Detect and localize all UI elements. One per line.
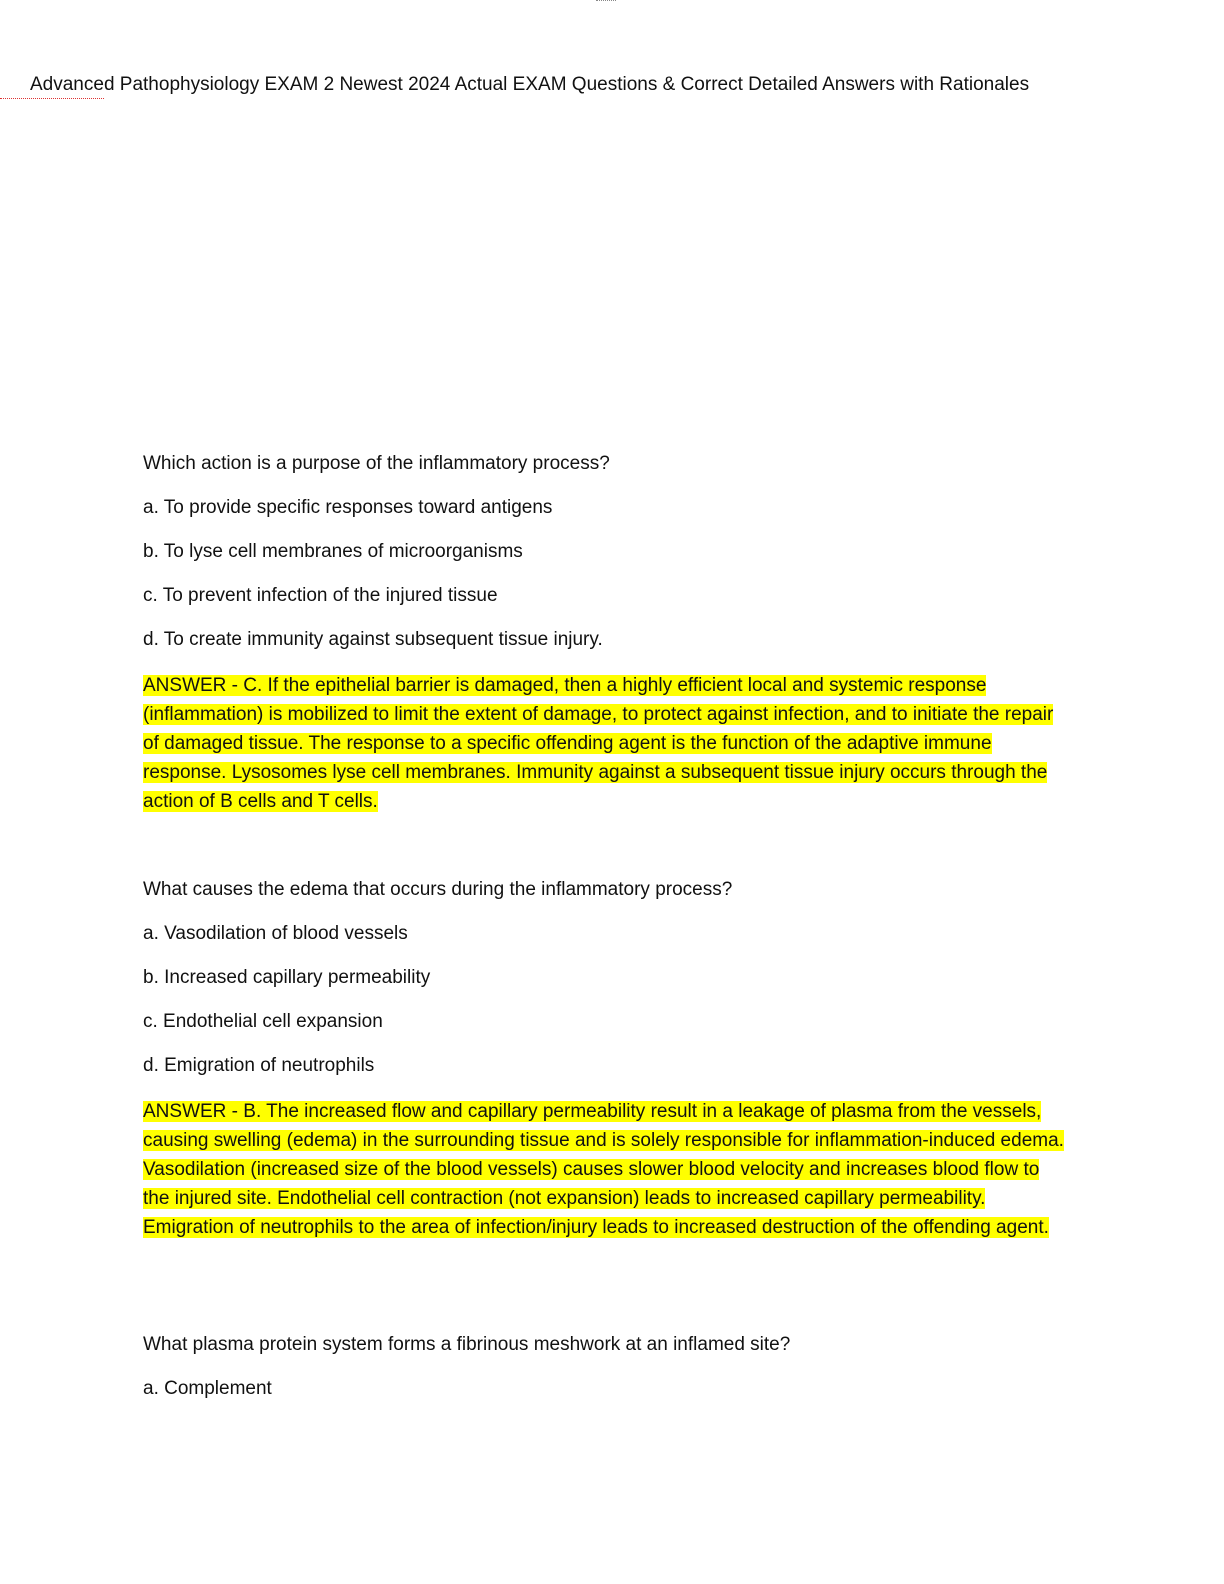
spellcheck-underline <box>0 98 104 99</box>
answer-rationale <box>143 1097 1068 1242</box>
answer-option-c: c. Endothelial cell expansion <box>143 1011 383 1032</box>
question-stem: Which action is a purpose of the inflammatory process? <box>143 453 610 474</box>
answer-option-d: d. Emigration of neutrophils <box>143 1055 375 1076</box>
answer-rationale <box>143 671 1068 816</box>
page-top-mark <box>596 0 616 3</box>
answer-option-a: a. Complement <box>143 1378 272 1399</box>
question-block-2 <box>143 877 1068 1242</box>
answer-option-b: b. To lyse cell membranes of microorganisms <box>143 541 523 562</box>
answer-highlight: ANSWER - B. The increased flow and capillary permeability result in a leakage of plasma from the vessels, causing swelling (edema) in the surrounding tissue and is solely responsible for inflammation-induced edema. Vasodilation (increased size of the blood vessels) causes slower blood velocity and increases blood flow to the injured site. Endothelial cell contraction (not expansion) leads to increased capillary permeability. Emigration of neutrophils to the area of infection/injury leads to increased destruction of the offending agent. <box>143 1101 1064 1238</box>
question-stem: What causes the edema that occurs during the inflammatory process? <box>143 879 733 900</box>
question-stem: What plasma protein system forms a fibrinous meshwork at an inflamed site? <box>143 1334 791 1355</box>
answer-option-b: b. Increased capillary permeability <box>143 967 431 988</box>
answer-option-c: c. To prevent infection of the injured tissue <box>143 585 498 606</box>
answer-highlight: ANSWER - C. If the epithelial barrier is damaged, then a highly efficient local and systemic response (inflammation) is mobilized to limit the extent of damage, to protect against infection, and to initiate the repair of damaged tissue. The response to a specific offending agent is the function of the adaptive immune response. Lysosomes lyse cell membranes. Immunity against a subsequent tissue injury occurs through the action of B cells and T cells. <box>143 675 1054 812</box>
answer-option-a: a. To provide specific responses toward antigens <box>143 497 553 518</box>
answer-option-d: d. To create immunity against subsequent tissue injury. <box>143 629 603 650</box>
question-block-1 <box>143 451 1068 816</box>
question-block-3 <box>143 1332 1068 1420</box>
document-title: Advanced Pathophysiology EXAM 2 Newest 2024 Actual EXAM Questions & Correct Detailed Answers with Rationales <box>30 74 1030 95</box>
answer-option-a: a. Vasodilation of blood vessels <box>143 923 408 944</box>
